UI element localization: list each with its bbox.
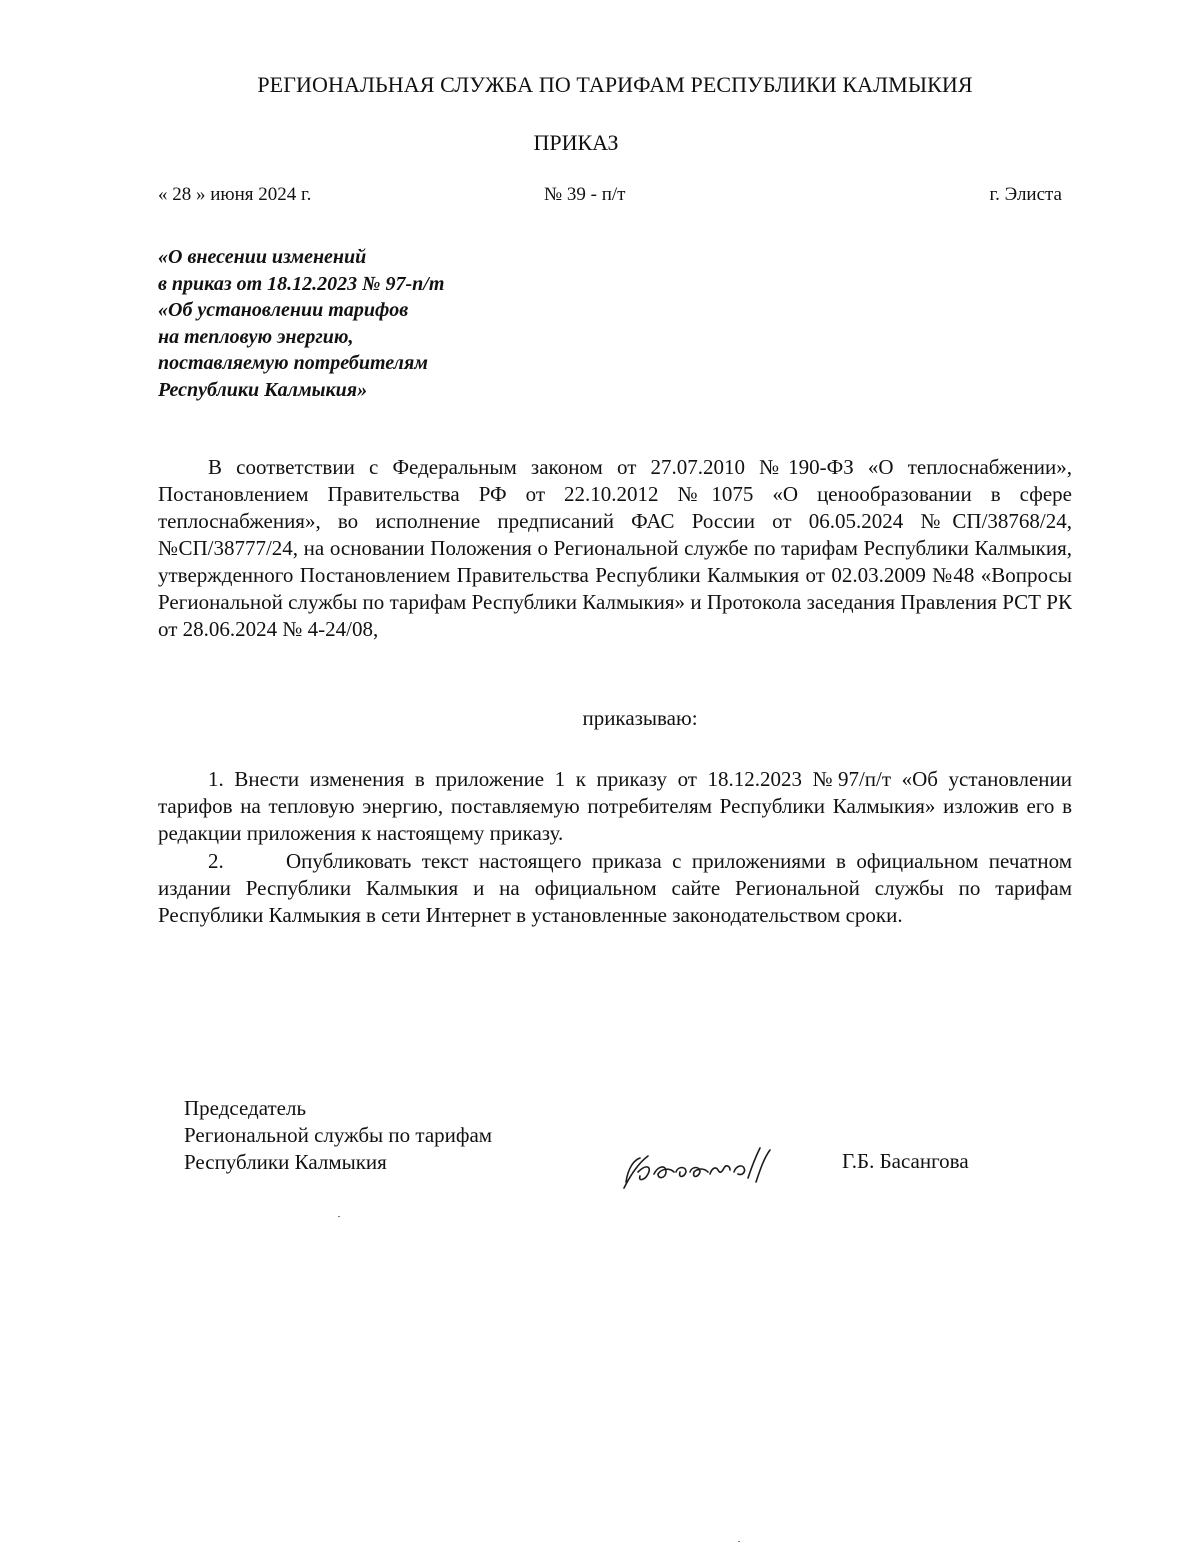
scan-speck: [338, 1216, 340, 1217]
order-meta-row: [158, 184, 1062, 214]
subject-line: поставляемую потребителям: [158, 352, 428, 374]
order-date: « 28 » июня 2024 г.: [158, 184, 312, 205]
order-subject: [158, 244, 578, 403]
item-number: 1.: [208, 767, 224, 791]
order-item-1: [158, 766, 1072, 847]
order-city: г. Элиста: [989, 184, 1062, 205]
subject-line: «О внесении изменений: [158, 246, 367, 268]
signatory-title-line: Республики Калмыкия: [184, 1150, 387, 1174]
item-number: 2.: [208, 849, 224, 873]
signatory-name: Г.Б. Басангова: [842, 1149, 969, 1173]
subject-line: «Об установлении тарифов: [158, 299, 409, 321]
item-text: Опубликовать текст настоящего приказа с приложениями в официальном печатном издании Республики Калмыкия и на официальном сайте Региональной службы по тарифам Республики Калмыкия в сети Интернет в установленные законодательством сроки.: [158, 849, 1072, 927]
order-number: № 39 - п/т: [544, 184, 626, 205]
signatory-title-line: Председатель: [184, 1096, 307, 1120]
item-text: Внести изменения в приложение 1 к приказу от 18.12.2023 №97/п/т «Об установлении тарифов на тепловую энергию, поставляемую потребителям Республики Калмыкия» изложив его в редакции приложения к настоящему приказу.: [158, 767, 1073, 845]
signatory-title-line: Региональной службы по тарифам: [184, 1123, 493, 1147]
agency-name: РЕГИОНАЛЬНАЯ СЛУЖБА ПО ТАРИФАМ РЕСПУБЛИКИ КАЛМЫКИЯ: [257, 72, 973, 97]
signatory-title: [184, 1095, 492, 1176]
subject-line: Республики Калмыкия»: [158, 378, 368, 401]
subject-line: в приказ от 18.12.2023 № 97-п/т: [158, 272, 445, 295]
document-type: ПРИКАЗ: [533, 130, 619, 155]
preamble-paragraph: В соответствии с Федеральным законом от 27.07.2010 №190-ФЗ «О теплоснабжении», Постановлением Правительства РФ от 22.10.2012 №1075 «О ценообразовании в сфере теплоснабжения», во исполнение предписаний ФАС России от 06.05.2024 №СП/38768/24, №СП/38777/24, на основании Положения о Региональной службе по тарифам Республики Калмыкия, утвержденного Постановлением Правительства Республики Калмыкия от 02.03.2009 №48 «Вопросы Региональной службы по тарифам Республики Калмыкия» и Протокола заседания Правления РСТ РК от 28.06.2024 № 4-24/08,: [158, 455, 1072, 641]
order-item-2: [158, 848, 1072, 929]
subject-line: на тепловую энергию,: [158, 325, 354, 348]
scan-speck: [738, 1541, 740, 1542]
handwritten-signature: [618, 1138, 818, 1198]
order-directive: приказываю:: [582, 706, 698, 730]
